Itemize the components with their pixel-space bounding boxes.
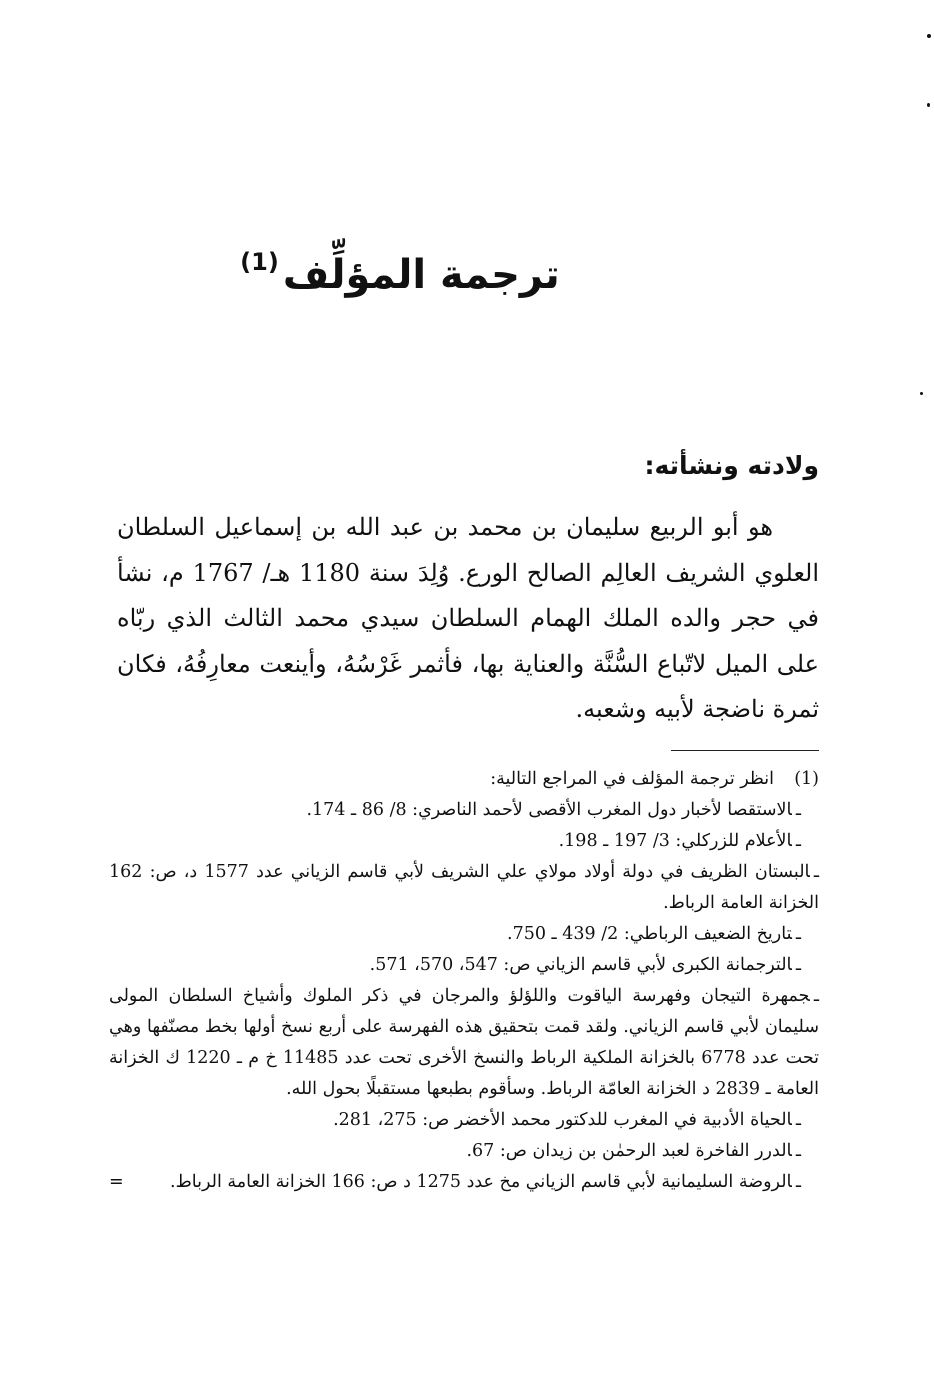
scan-speck — [927, 34, 931, 38]
footnote-intro — [109, 764, 819, 795]
footnote-reference: ـالأعلام للزركلي: 3/ 197 ـ 198. — [558, 831, 801, 851]
footnote-reference: ـالحياة الأدبية في المغرب للدكتور محمد الأخضر ص: 275، 281. — [333, 1110, 801, 1130]
footnote-reference: ـالدرر الفاخرة لعبد الرحمٰن بن زيدان ص: 67. — [466, 1141, 801, 1161]
body-paragraph — [117, 505, 819, 733]
footnote-reference: ـجمهرة التيجان وفهرسة الياقوت واللؤلؤ والمرجان في ذكر الملوك وأشياخ السلطان المولى سليمان لأبي قاسم الزياني. ولقد قمت بتحقيق هذه الفهرسة على أربع نسخ أولها بخط مصنّفها وهي تحت عدد 6778 بالخزانة الملكية الرباط والنسخ الأخرى تحت عدد 11485 خ م ـ 1220 ك الخزانة العامة ـ 2839 د الخزانة العامّة الرباط. وسأقوم بطبعها مستقبلًا بحول الله. — [109, 986, 820, 1099]
footnote-intro-text: انظر ترجمة المؤلف في المراجع التالية: — [490, 769, 774, 789]
continuation-mark: = — [109, 1172, 124, 1192]
body-paragraph-text: هو أبو الربيع سليمان بن محمد بن عبد الله بن إسماعيل السلطان العلوي الشريف العالِم الصالح الورع. وُلِدَ سنة 1180 هـ/ 1767 م، نشأ في حجر والده الملك الهمام السلطان سيدي محمد الثالث الذي ربّاه على الميل لاتّباع السُّنَّة والعناية بها، فأثمر غَرْسُهُ، وأينعت معارِفُهُ، فكان ثمرة ناضجة لأبيه وشعبه. — [117, 513, 820, 723]
scan-speck — [920, 392, 923, 395]
footnote-reference: ـتاريخ الضعيف الرباطي: 2/ 439 ـ 750. — [507, 924, 801, 944]
footnote-number: (1) — [794, 769, 819, 789]
scan-speck — [927, 103, 930, 107]
title-footnote-ref: (1) — [240, 248, 279, 276]
title-text: ترجمة المؤلِّف — [282, 252, 560, 298]
footnotes — [109, 764, 819, 1198]
footnote-reference: ـالروضة السليمانية لأبي قاسم الزياني مخ عدد 1275 د ص: 166 الخزانة العامة الرباط. = — [109, 1167, 819, 1198]
footnote-separator — [671, 750, 819, 751]
page-title — [120, 222, 680, 315]
footnote-reference: ـالاستقصا لأخبار دول المغرب الأقصى لأحمد الناصري: 8/ 86 ـ 174. — [306, 800, 801, 820]
footnote-reference: ـالترجمانة الكبرى لأبي قاسم الزياني ص: 547، 570، 571. — [369, 955, 801, 975]
footnote-reference: ـالبستان الظريف في دولة أولاد مولاي علي الشريف لأبي قاسم الزياني عدد 1577 د، ص: 162 الخزانة العامة الرباط. — [109, 862, 820, 913]
section-heading: ولادته ونشأته: — [644, 451, 819, 480]
